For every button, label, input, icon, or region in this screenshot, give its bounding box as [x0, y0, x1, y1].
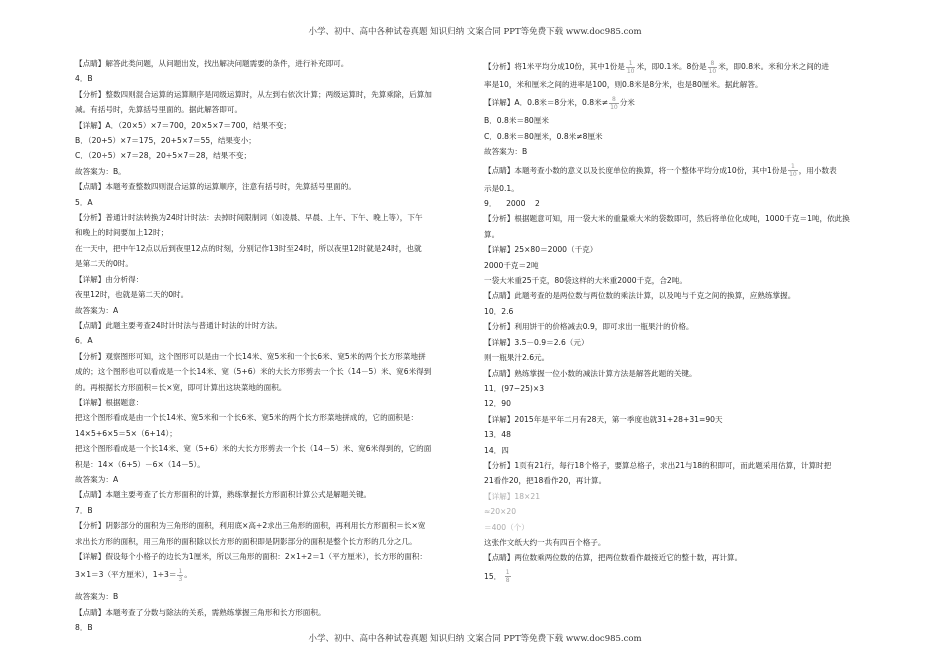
text-line: 故答案为：B — [75, 592, 119, 602]
text-line: 【分析】阴影部分的面积为三角形的面积，利用底×高÷2求出三角形的面积，再利用长方形面积＝长×宽 — [75, 521, 426, 531]
text-line: 则一瓶果汁2.6元。 — [484, 353, 550, 363]
text-line: 减。有括号时，先算括号里面的。据此解答即可。 — [75, 105, 243, 115]
text-line: 4．B — [75, 74, 93, 84]
fraction: $\frac{1}{10}$ — [626, 59, 635, 75]
text-line: 【点睛】本题考查小数的意义以及长度单位的换算，将一个整体平均分成10份，其中1份是 $\frac{1}{10}$ ，用小数表 — [484, 163, 837, 179]
text-line: 【分析】普通计时法转换为24时计时法：去掉时间限制词（如凌晨、早晨、上午、下午、晚上等），下午 — [75, 213, 423, 223]
text-line: B．（20+5）×7＝175，20+5×7＝55，结果变小； — [75, 136, 256, 146]
text-line: 和晚上的时间要加上12时； — [75, 228, 169, 238]
fraction: $\frac{1}{8}$ — [505, 569, 510, 585]
text-line: 13．48 — [484, 430, 511, 440]
text-line: 21看作20，把18看作20，再计算。 — [484, 476, 607, 486]
text-line: 【分析】整数四则混合运算的运算顺序是同级运算时，从左到右依次计算；两级运算时，先算乘除，后算加 — [75, 89, 432, 99]
fraction: $\frac{1}{3}$ — [178, 567, 183, 583]
text-line: 率是10，米和厘米之间的进率是100，则0.8米是8分米，也是80厘米。据此解答。 — [484, 80, 763, 89]
text-line: 【详解】3.5－0.9＝2.6（元） — [484, 337, 589, 347]
text-line: 【分析】将1米平均分成10份，其中1份是 $\frac{1}{10}$ 米，即0.1米。8份是 $\frac{8}{10}$ 米，即0.8米。米和分米之间的进 — [484, 59, 829, 75]
text-line: 【分析】1页有21行，每行18个格子，要算总格子，求出21与18的积即可，而此题采用估算，计算时把 — [484, 460, 832, 470]
text-line: 故答案为：B。 — [75, 166, 126, 176]
text-line: 14×5+6×5＝5×（6+14）； — [75, 428, 177, 438]
text-line: B．0.8米＝80厘米 — [484, 116, 549, 126]
text-line: 【分析】利用饼干的价格减去0.9，即可求出一瓶果汁的价格。 — [484, 322, 694, 332]
fraction: $\frac{1}{10}$ — [789, 163, 797, 179]
text-line: 求出长方形的面积，用三角形的面积除以长方形的面积即是阴影部分的面积是整个长方形的几分之几。 — [75, 536, 417, 546]
text-line: ≈20×20 — [484, 507, 517, 517]
page-header: 小学、初中、高中各种试卷真题 知识归纳 文案合同 PPT等免费下载 www.doc985.com — [308, 27, 642, 37]
text-line: 一袋大米重25千克，80袋这样的大米重2000千克，合2吨。 — [484, 276, 687, 286]
text-line: 12．90 — [484, 399, 511, 409]
text-line: 故答案为：A — [75, 305, 119, 315]
text-line: 7．B — [75, 505, 93, 515]
text-line: 【点睛】此题主要考查24时计时法与普通计时法的计时方法。 — [75, 320, 283, 330]
text-line: 这张作文纸大约一共有四百个格子。 — [484, 537, 606, 547]
left-column — [75, 56, 467, 636]
text-line: 夜里12时，也就是第二天的0时。 — [75, 290, 189, 300]
fraction: $\frac{8}{10}$ — [708, 59, 717, 75]
text-line: 【详解】假设每个小格子的边长为1厘米，所以三角形的面积：2×1÷2＝1（平方厘米），长方形的面积： — [75, 552, 428, 561]
text-line: 【详解】A．（20×5）×7＝700，20×5×7＝700，结果不变； — [75, 120, 291, 130]
text-line: 故答案为：B — [484, 147, 528, 157]
text-line: 在一天中，把中午12点以后到夜里12点的时刻，分别记作13时至24时，所以夜里12时就是24时，也就 — [75, 243, 422, 253]
right-column — [484, 56, 876, 587]
text-line: 9． 2000 2 — [484, 199, 540, 209]
text-line: 算。 — [484, 229, 500, 239]
text-line: 的。再根据长方形面积＝长×宽，即可计算出这块菜地的面积。 — [75, 382, 287, 392]
text-line: 【点睛】解答此类问题，从问题出发，找出解决问题需要的条件，进行补充即可。 — [75, 59, 349, 68]
text-line: 【详解】由分析得： — [75, 274, 144, 284]
text-line: 成的；这个图形也可以看成是一个长14米、宽（5+6）米的大长方形剪去一个长（14－5）米、宽6米得到 — [75, 367, 432, 377]
text-line: 【点睛】本题主要考查了长方形面积的计算，熟练掌握长方形面积计算公式是解题关键。 — [75, 490, 372, 500]
text-line: 3×1＝3（平方厘米），1÷3＝ $\frac{1}{3}$ 。 — [75, 567, 192, 583]
text-line: 10．2.6 — [484, 306, 514, 316]
text-line: 5．A — [75, 197, 93, 207]
text-line: 【详解】18×21 — [484, 491, 541, 501]
text-line: 【分析】观察图形可知，这个图形可以是由一个长14米、宽5米和一个长6米、宽5米的两个长方形菜地拼 — [75, 351, 426, 361]
text-line — [484, 566, 876, 588]
text-line: 11．(97−25)×3 — [484, 383, 545, 393]
page-footer: 小学、初中、高中各种试卷真题 知识归纳 文案合同 PPT等免费下载 www.doc985.com — [308, 634, 642, 644]
text-line: 【详解】根据题意： — [75, 397, 144, 407]
text-line: 【详解】2015年是平年二月有28天，第一季度也就31+28+31=90天 — [484, 414, 723, 424]
text-line: 把这个图形看成是由一个长14米、宽5米和一个长6米、宽5米的两个长方形菜地拼成的，它的面积是： — [75, 413, 419, 423]
text-line: 是第二天的0时。 — [75, 259, 133, 269]
text-line: C．0.8米＝80厘米，0.8米≠8厘米 — [484, 131, 603, 141]
text-line: C．（20÷5）×7＝28，20÷5×7＝28，结果不变； — [75, 151, 252, 161]
text-line: 【点睛】此题考查的是两位数与两位数的乘法计算，以及吨与千克之间的换算，应熟练掌握。 — [484, 291, 796, 301]
text-line: 故答案为：A — [75, 474, 119, 484]
fraction: $\frac{8}{10}$ — [610, 95, 618, 111]
text-line: 积是：14×（6+5）－6×（14－5）。 — [75, 459, 205, 469]
text-line: 2000千克＝2吨 — [484, 260, 539, 270]
text-line: 【详解】A．0.8米＝8分米，0.8米≠ $\frac{8}{10}$ 分米 — [484, 95, 635, 111]
text-line: 【点睛】两位数乘两位数的估算，把两位数看作最接近它的整十数，再计算。 — [484, 553, 743, 563]
text-line: 【点睛】本题考查了分数与除法的关系，需熟练掌握三角形和长方形面积。 — [75, 607, 326, 617]
text-line: 【点睛】本题考查整数四则混合运算的运算顺序，注意有括号时，先算括号里面的。 — [75, 182, 356, 192]
text-line: 示是0.1。 — [484, 183, 519, 193]
text-line: 8．B — [75, 623, 93, 633]
text-line: ＝400（个） — [484, 522, 529, 532]
text-line: 【分析】根据题意可知，用一袋大米的重量乘大米的袋数即可，然后将单位化成吨，1000千克＝1吨，依此换 — [484, 214, 850, 224]
text-line: 【详解】25×80＝2000（千克） — [484, 245, 598, 255]
text-line: 6．A — [75, 336, 93, 346]
text-line: 14．四 — [484, 445, 509, 455]
text-line: 把这个图形看成是一个长14米、宽（5+6）米的大长方形剪去一个长（14－5）米、宽6米得到的，它的面 — [75, 444, 432, 454]
text-line: 【点睛】熟练掌握一位小数的减法计算方法是解答此题的关键。 — [484, 368, 697, 378]
text-line: 15． — [484, 572, 502, 582]
